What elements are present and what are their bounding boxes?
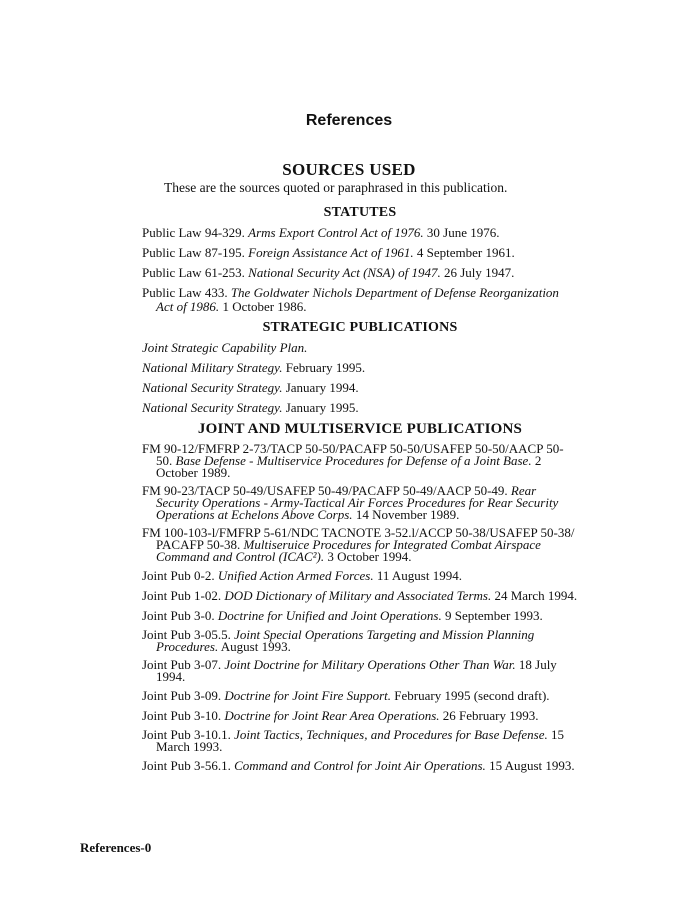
reference-date: 26 July 1947.: [443, 265, 515, 280]
reference-title: Multiseruice Procedures for Integrated Combat Airspace Command and Control (ICAC²).: [156, 537, 541, 564]
reference-date: 24 March 1994.: [494, 588, 578, 603]
section-strategic-publications: [142, 341, 578, 415]
reference-title: Joint Doctrine for Military Operations Other Than War.: [224, 657, 516, 672]
sources-intro-text: These are the sources quoted or paraphrased in this publication.: [164, 180, 508, 195]
reference-date: 14 November 1989.: [355, 507, 460, 522]
reference-id: Public Law 94-329.: [142, 225, 245, 240]
reference-id: Public Law 61-253.: [142, 265, 245, 280]
reference-entry: [142, 629, 578, 653]
reference-date: 30 June 1976.: [426, 225, 500, 240]
reference-entry: [142, 361, 578, 375]
reference-title: Doctrine for Joint Rear Area Operations.: [224, 708, 440, 723]
reference-date: January 1995.: [285, 400, 359, 415]
reference-date: February 1995 (second draft).: [394, 688, 550, 703]
reference-date: 4 September 1961.: [416, 245, 515, 260]
reference-title: National Security Act (NSA) of 1947.: [248, 265, 441, 280]
page-header-title: References: [305, 112, 393, 129]
reference-entry: [142, 443, 578, 479]
reference-entry: [142, 246, 578, 260]
reference-id: Joint Pub 3-09.: [142, 688, 222, 703]
reference-title: National Security Strategy.: [142, 400, 283, 415]
reference-id: Joint Pub 3-10.: [142, 708, 222, 723]
section-joint-multiservice-publications: [142, 443, 578, 773]
reference-date: 1 October 1986.: [222, 299, 307, 314]
reference-title: Doctrine for Unified and Joint Operations.: [217, 608, 442, 623]
reference-entry: [142, 527, 578, 563]
reference-title: Joint Tactics, Techniques, and Procedures for Base Defense.: [234, 727, 548, 742]
reference-title: Unified Action Armed Forces.: [217, 568, 374, 583]
page-number-footer: References-0: [80, 840, 152, 855]
reference-title: Joint Strategic Capability Plan.: [142, 340, 308, 355]
reference-id: Joint Pub 3-56.1.: [142, 758, 231, 773]
reference-id: FM 90-12/FMFRP 2-73/TACP 50-50/PACAFP 50-50/USAFEP 50-50/AACP 50-50.: [142, 441, 564, 468]
reference-entry: [142, 286, 578, 314]
section-heading-joint-multiservice: JOINT AND MULTISERVICE PUBLICATIONS: [197, 421, 523, 437]
reference-entry: [142, 759, 578, 773]
reference-entry: [142, 381, 578, 395]
reference-title: National Military Strategy.: [142, 360, 283, 375]
reference-entry: [142, 689, 578, 703]
reference-title: DOD Dictionary of Military and Associated Terms.: [224, 588, 492, 603]
reference-id: Joint Pub 3-07.: [142, 657, 222, 672]
reference-id: Joint Pub 0-2.: [142, 568, 215, 583]
reference-date: 9 September 1993.: [444, 608, 543, 623]
reference-entry: [142, 729, 578, 753]
reference-date: August 1993.: [220, 639, 291, 654]
reference-id: FM 90-23/TACP 50-49/USAFEP 50-49/PACAFP 50-49/AACP 50-49.: [142, 483, 508, 498]
section-statutes: [142, 226, 578, 314]
reference-entry: [142, 569, 578, 583]
reference-title: Rear Security Operations - Army-Tactical Air Forces Procedures for Rear Security Operations at Echelons Above Corps.: [156, 483, 559, 522]
reference-date: January 1994.: [285, 380, 359, 395]
reference-entry: [142, 401, 578, 415]
reference-id: Joint Pub 3-0.: [142, 608, 215, 623]
reference-date: 26 February 1993.: [442, 708, 539, 723]
reference-title: Command and Control for Joint Air Operations.: [234, 758, 486, 773]
reference-date: 18 July 1994.: [156, 657, 557, 684]
sources-used-heading: SOURCES USED: [282, 160, 416, 179]
reference-id: Public Law 433.: [142, 285, 228, 300]
reference-title: National Security Strategy.: [142, 380, 283, 395]
reference-entry: [142, 266, 578, 280]
section-heading-strategic-publications: STRATEGIC PUBLICATIONS: [262, 320, 458, 335]
reference-title: Base Defense - Multiservice Procedures for Defense of a Joint Base.: [175, 453, 532, 468]
reference-title: Arms Export Control Act of 1976.: [248, 225, 424, 240]
reference-date: 3 October 1994.: [327, 549, 412, 564]
reference-entry: [142, 589, 578, 603]
reference-id: FM 100-103-l/FMFRP 5-61/NDC TACNOTE 3-52.l/ACCP 50-38/USAFEP 50-38/ PACAFP 50-38.: [142, 525, 575, 552]
reference-entry: [142, 485, 578, 521]
reference-entry: [142, 609, 578, 623]
references-list: [142, 205, 578, 779]
reference-title: Doctrine for Joint Fire Support.: [224, 688, 392, 703]
reference-entry: [142, 226, 578, 240]
reference-entry: [142, 709, 578, 723]
reference-entry: [142, 341, 578, 355]
reference-entry: [142, 659, 578, 683]
reference-date: 2 October 1989.: [156, 453, 542, 480]
section-heading-statutes: STATUTES: [323, 205, 397, 220]
reference-id: Joint Pub 3-10.1.: [142, 727, 231, 742]
reference-id: Joint Pub 1-02.: [142, 588, 222, 603]
reference-id: Public Law 87-195.: [142, 245, 245, 260]
reference-id: Joint Pub 3-05.5.: [142, 627, 231, 642]
reference-date: 15 August 1993.: [489, 758, 575, 773]
reference-date: 15 March 1993.: [156, 727, 564, 754]
reference-title: Joint Special Operations Targeting and Mission Planning Procedures.: [156, 627, 535, 654]
reference-title: The Goldwater Nichols Department of Defense Reorganization Act of 1986.: [156, 285, 559, 314]
reference-title: Foreign Assistance Act of 1961.: [248, 245, 414, 260]
reference-date: February 1995.: [285, 360, 366, 375]
reference-date: 11 August 1994.: [376, 568, 462, 583]
